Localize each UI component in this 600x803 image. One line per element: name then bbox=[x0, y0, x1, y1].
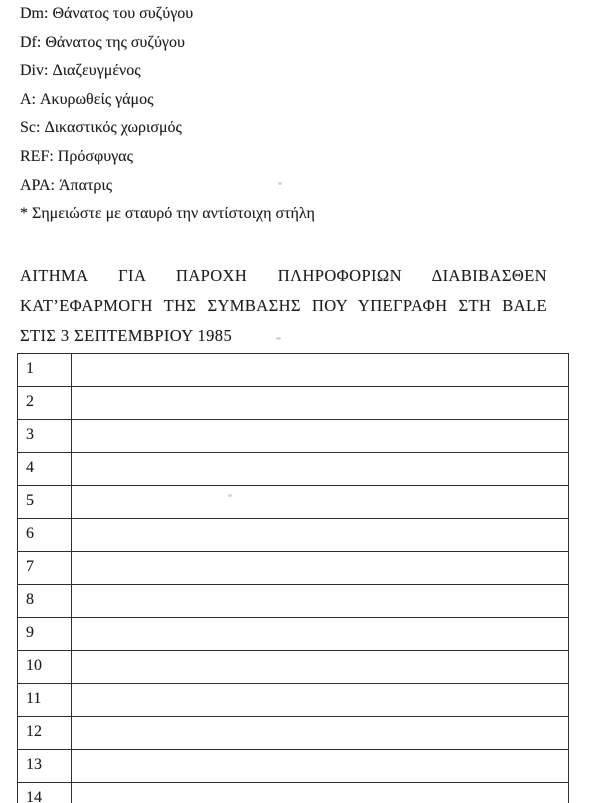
abbreviation-line-dm: Dm: Θάνατος του συζύγου bbox=[20, 5, 194, 22]
row-number-cell: 11 bbox=[18, 684, 72, 717]
request-form-table bbox=[17, 353, 569, 803]
table-row bbox=[18, 453, 569, 486]
row-number-cell: 1 bbox=[18, 354, 72, 387]
row-number-cell: 13 bbox=[18, 750, 72, 783]
scan-speck bbox=[278, 182, 282, 185]
table-row bbox=[18, 420, 569, 453]
heading-line-1: ΑΙΤΗΜΑ ΓΙΑ ΠΑΡΟΧΗ ΠΛΗΡΟΦΟΡΙΩΝ ΔΙΑΒΙΒΑΣΘΕΝ bbox=[20, 266, 547, 285]
row-value-cell bbox=[72, 585, 569, 618]
row-value-cell bbox=[72, 486, 569, 519]
row-number-cell: 12 bbox=[18, 717, 72, 750]
table-row bbox=[18, 552, 569, 585]
table-row bbox=[18, 783, 569, 803]
row-value-cell bbox=[72, 717, 569, 750]
row-number-cell: 2 bbox=[18, 387, 72, 420]
row-number-cell: 3 bbox=[18, 420, 72, 453]
abbreviation-line-a: A: Ακυρωθείς γάμος bbox=[20, 90, 154, 108]
scan-speck bbox=[228, 494, 232, 497]
abbreviation-line-df: Df: Θάνατος της συζύγου bbox=[20, 33, 185, 51]
row-number-cell: 5 bbox=[18, 486, 72, 519]
table-row bbox=[18, 387, 569, 420]
table-row bbox=[18, 486, 569, 519]
row-number-cell: 7 bbox=[18, 552, 72, 585]
abbreviation-line-ref: REF: Πρόσφυγας bbox=[20, 147, 133, 165]
row-value-cell bbox=[72, 354, 569, 387]
table-row bbox=[18, 354, 569, 387]
table-row bbox=[18, 585, 569, 618]
row-value-cell bbox=[72, 783, 569, 803]
table-row bbox=[18, 618, 569, 651]
row-value-cell bbox=[72, 651, 569, 684]
table-row bbox=[18, 651, 569, 684]
row-value-cell bbox=[72, 387, 569, 420]
row-number-cell: 10 bbox=[18, 651, 72, 684]
abbreviation-line-apa: APA: Άπατρις bbox=[20, 176, 113, 194]
row-number-cell: 8 bbox=[18, 585, 72, 618]
row-value-cell bbox=[72, 552, 569, 585]
row-value-cell bbox=[72, 684, 569, 717]
heading-line-2: ΚΑΤ’ΕΦΑΡΜΟΓΗ ΤΗΣ ΣΥΜΒΑΣΗΣ ΠΟΥ ΥΠΕΓΡΑΦΗ ΣΤΗ BALE bbox=[20, 296, 547, 315]
abbreviation-line-sc: Sc: Δικαστικός χωρισμός bbox=[20, 119, 182, 137]
scan-speck bbox=[276, 337, 281, 340]
abbreviation-line-div: Div: Διαζευγμένος bbox=[20, 62, 141, 80]
row-number-cell: 6 bbox=[18, 519, 72, 552]
row-number-cell: 4 bbox=[18, 453, 72, 486]
row-number-cell: 9 bbox=[18, 618, 72, 651]
request-heading bbox=[20, 261, 547, 351]
heading-line-3: ΣΤΙΣ 3 ΣΕΠΤΕΜΒΡΙΟΥ 1985 bbox=[20, 326, 233, 345]
row-value-cell bbox=[72, 750, 569, 783]
row-value-cell bbox=[72, 519, 569, 552]
table-row bbox=[18, 684, 569, 717]
row-value-cell bbox=[72, 453, 569, 486]
table-row bbox=[18, 750, 569, 783]
table-row bbox=[18, 717, 569, 750]
abbreviation-legend bbox=[20, 0, 580, 229]
row-number-cell: 14 bbox=[18, 783, 72, 803]
row-value-cell bbox=[72, 420, 569, 453]
row-value-cell bbox=[72, 618, 569, 651]
table-row bbox=[18, 519, 569, 552]
legend-footnote: * Σημειώστε με σταυρό την αντίστοιχη στήλη bbox=[20, 205, 315, 223]
